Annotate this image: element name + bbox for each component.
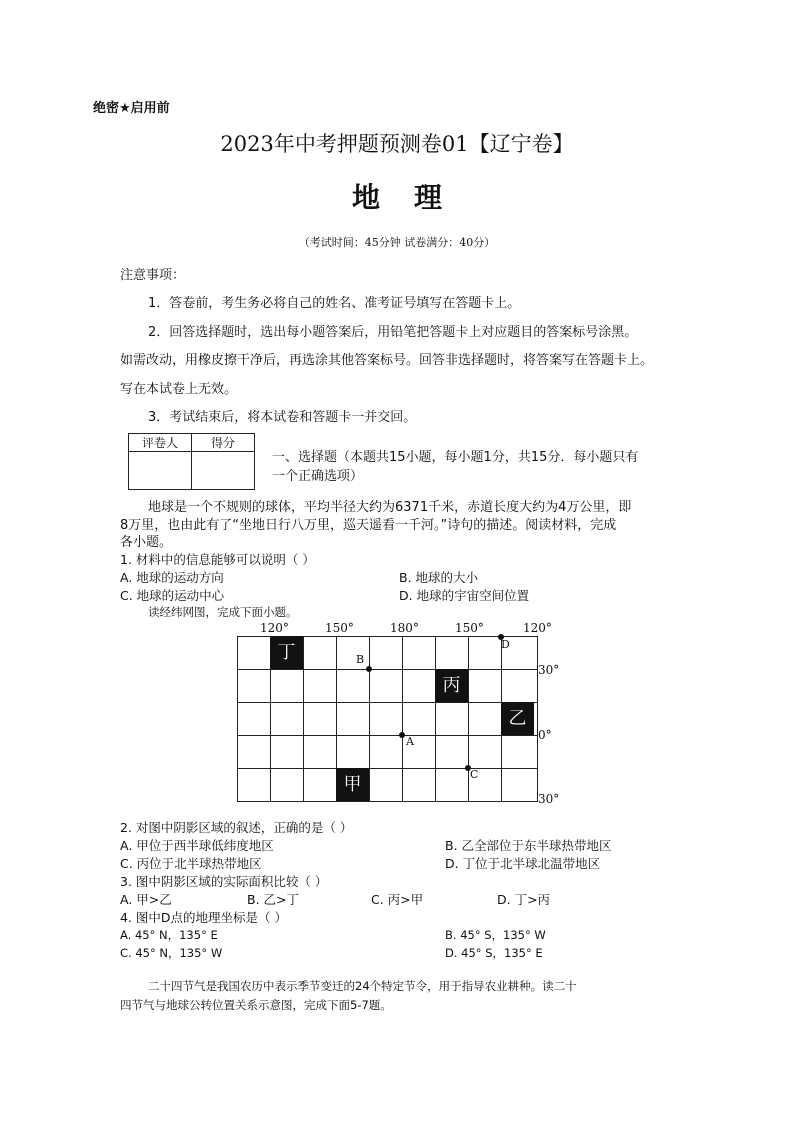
exam-time-info: （考试时间：45分钟 试卷满分：40分） [298,236,496,249]
q1-option-a: A. 地球的运动方向 [120,570,224,585]
passage-2-line-1: 二十四节气是我国农历中表示季节变迁的24个特定节令，用于指导农业耕种。读二十 [148,979,577,993]
shaded-cell-ding: 丁 [270,636,303,669]
score-table [128,433,255,490]
q3-option-a: A. 甲>乙 [120,892,172,907]
point-a-label: A [406,735,414,748]
point-a-marker [399,732,405,738]
section-1-heading-line-2: 一个正确选项） [272,469,364,484]
lat-lon-grid-figure [230,618,570,808]
q3-option-c: C. 丙>甲 [371,892,424,907]
point-b-label: B [356,653,365,666]
point-b-marker [366,666,372,672]
point-c-label: C [470,768,479,781]
section-1-heading-line-1: 一、选择题（本题共15小题，每小题1分，共15分．每小题只有 [272,450,639,465]
grader-cell[interactable] [129,452,192,490]
q4-option-b: B. 45° S，135° W [445,928,546,942]
right-label-0: 0° [538,728,552,742]
q3-stem: 3. 图中阴影区域的实际面积比较（ ） [120,874,328,889]
q3-option-b: B. 乙>丁 [247,892,299,907]
passage-1-line-3: 各小题。 [120,535,173,550]
right-label-30n: 30° [538,663,560,677]
shaded-cell-yi: 乙 [501,702,534,735]
q2-option-c: C. 丙位于北半球热带地区 [120,856,262,871]
subject-title: 地理 [351,181,476,214]
top-label-4: 150° [455,621,484,635]
score-table-header-grader: 评卷人 [129,434,192,452]
passage-2-line-2: 四节气与地球公转位置关系示意图，完成下面5-7题。 [120,998,392,1012]
note-item-2-line-3: 写在本试卷上无效。 [120,382,238,397]
note-item-3: 3．考试结束后，将本试卷和答题卡一并交回。 [148,410,417,425]
map-intro: 读经纬网图，完成下面小题。 [148,605,298,619]
right-label-30s: 30° [538,792,560,806]
point-d-label: D [501,638,510,651]
notes-heading: 注意事项： [120,268,186,283]
q1-option-d: D. 地球的宇宙空间位置 [399,588,530,603]
q4-option-d: D. 45° S，135° E [445,946,543,960]
top-label-3: 180° [390,621,419,635]
q1-stem: 1. 材料中的信息能够可以说明（ ） [120,552,315,567]
q4-option-a: A. 45° N，135° E [120,928,218,942]
passage-1-line-1: 地球是一个不规则的球体，平均半径大约为6371千米，赤道长度大约为4万公里，即 [148,500,632,515]
q2-option-d: D. 丁位于北半球北温带地区 [445,856,601,871]
q1-option-c: C. 地球的运动中心 [120,588,225,603]
q2-option-b: B. 乙全部位于东半球热带地区 [445,838,612,853]
top-label-5: 120° [523,621,552,635]
note-item-2-line-1: 2．回答选择题时，选出每小题答案后，用铅笔把答题卡上对应题目的答案标号涂黑。 [148,325,638,340]
q1-option-b: B. 地球的大小 [399,570,479,585]
score-table-header-score: 得分 [192,434,255,452]
q4-stem: 4. 图中D点的地理坐标是（ ） [120,910,287,925]
note-item-1: 1．答卷前，考生务必将自己的姓名、准考证号填写在答题卡上。 [148,296,521,311]
q4-option-c: C. 45° N，135° W [120,946,223,960]
top-label-1: 120° [260,621,289,635]
note-item-2-line-2: 如需改动，用橡皮擦干净后，再选涂其他答案标号。回答非选择题时，将答案写在答题卡上。 [120,353,654,368]
top-label-2: 150° [325,621,354,635]
q2-option-a: A. 甲位于西半球低纬度地区 [120,838,274,853]
shaded-cell-jia: 甲 [336,768,369,801]
q3-option-d: D. 丁>丙 [497,892,551,907]
q2-stem: 2. 对图中阴影区域的叙述，正确的是（ ） [120,820,353,835]
passage-1-line-2: 8万里，也由此有了“坐地日行八万里，巡天遥看一千河。”诗句的描述。阅读材料，完成 [120,518,617,533]
score-cell[interactable] [192,452,255,490]
page-title: 2023年中考押题预测卷01【辽宁卷】 [220,132,574,156]
shaded-cell-bing: 丙 [435,669,468,702]
secret-label: 绝密★启用前 [93,101,170,116]
